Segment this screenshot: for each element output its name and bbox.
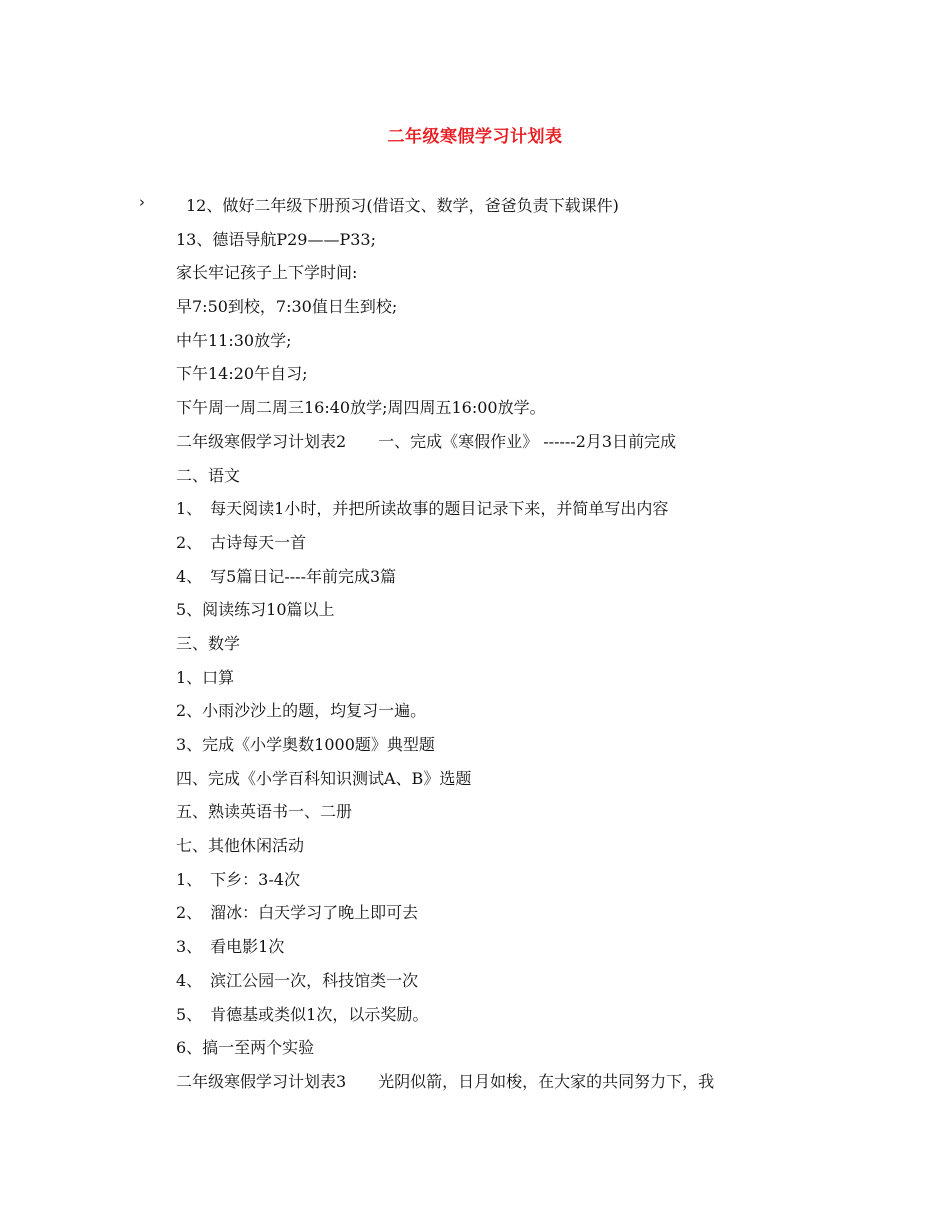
text-line: 五、熟读英语书一、二册 bbox=[176, 802, 353, 822]
text-line: 3、 看电影1次 bbox=[176, 937, 285, 957]
text-line: 早7:50到校，7:30值日生到校; bbox=[176, 297, 398, 317]
document-body bbox=[176, 194, 856, 1104]
text-line: 下午周一周二周三16:40放学;周四周五16:00放学。 bbox=[176, 398, 546, 418]
text-line: 4、 写5篇日记----年前完成3篇 bbox=[176, 566, 397, 586]
text-line: 二年级寒假学习计划表2 一、完成《寒假作业》 ------2月3日前完成 bbox=[176, 431, 677, 451]
text-line: 四、完成《小学百科知识测试A、B》选题 bbox=[176, 768, 472, 788]
text-line: 1、 每天阅读1小时，并把所读故事的题目记录下来，并简单写出内容 bbox=[176, 499, 669, 519]
text-line: 下午14:20午自习; bbox=[176, 364, 308, 384]
text-line: 2、 古诗每天一首 bbox=[176, 532, 307, 552]
text-line: 5、阅读练习10篇以上 bbox=[176, 600, 335, 620]
text-line: 2、小雨沙沙上的题，均复习一遍。 bbox=[176, 701, 427, 721]
text-line: 家长牢记孩子上下学时间: bbox=[176, 263, 358, 283]
text-line: 二、语文 bbox=[176, 465, 241, 485]
text-line: 三、数学 bbox=[176, 633, 241, 653]
text-line: 6、搞一至两个实验 bbox=[176, 1038, 315, 1058]
text-line: 13、德语导航P29——P33; bbox=[176, 229, 377, 249]
text-line: 5、 肯德基或类似1次，以示奖励。 bbox=[176, 1004, 429, 1024]
document-title: 二年级寒假学习计划表 bbox=[387, 127, 563, 147]
text-line: 二年级寒假学习计划表3 光阴似箭，日月如梭，在大家的共同努力下，我 bbox=[176, 1071, 715, 1091]
text-line: 七、其他休闲活动 bbox=[176, 836, 305, 856]
text-line: 中午11:30放学; bbox=[176, 330, 292, 350]
text-line: 3、完成《小学奥数1000题》典型题 bbox=[176, 735, 435, 754]
text-line: 1、 下乡：3-4次 bbox=[176, 869, 300, 889]
text-line: 2、 溜冰：白天学习了晚上即可去 bbox=[176, 903, 419, 923]
text-line: 12、做好二年级下册预习(借语文、数学，爸爸负责下载课件) bbox=[186, 196, 619, 215]
bullet-arrow-icon: › bbox=[139, 193, 145, 211]
text-line: 1、口算 bbox=[176, 667, 235, 687]
text-line: 4、 滨江公园一次，科技馆类一次 bbox=[176, 970, 419, 990]
